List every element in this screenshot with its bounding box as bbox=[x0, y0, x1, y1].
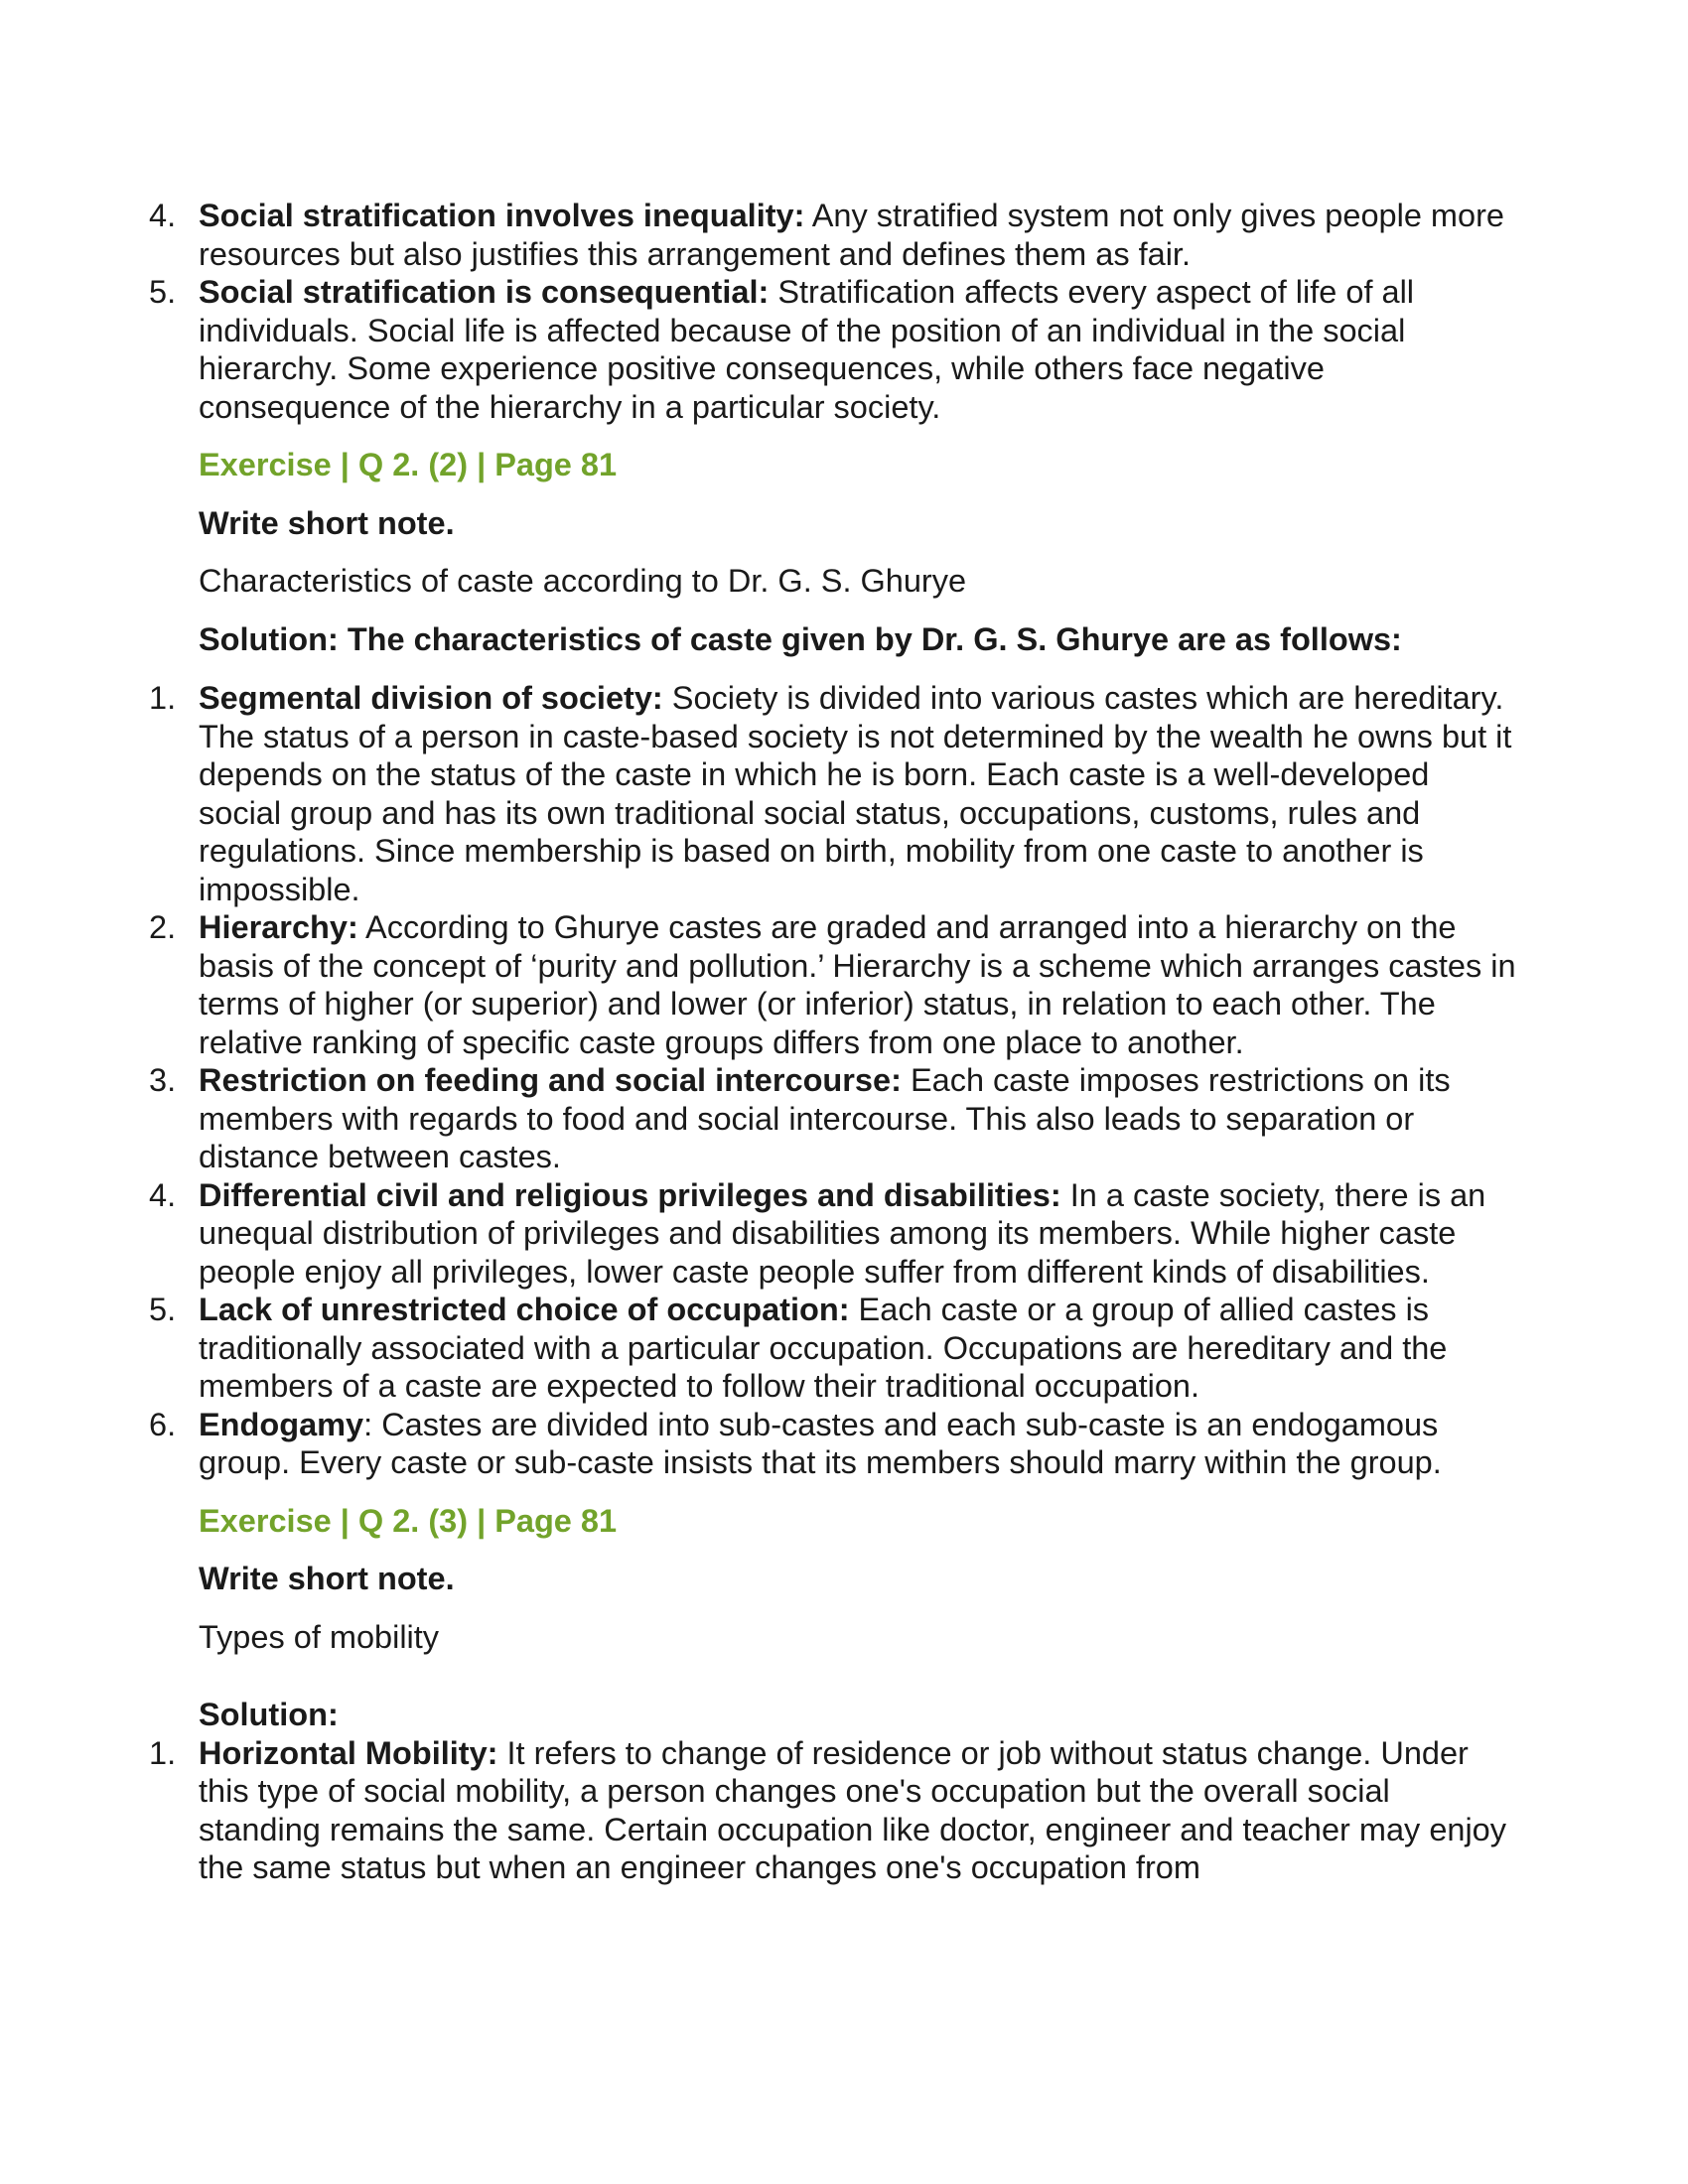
stratification-list bbox=[149, 197, 1519, 426]
list-text: : Castes are divided into sub-castes and each sub-caste is an endogamous group. Every caste or sub-caste insists that its members should marry within the group. bbox=[199, 1406, 1442, 1480]
solution-intro: Solution: The characteristics of caste given by Dr. G. S. Ghurye are as follows: bbox=[199, 620, 1402, 657]
list-text: Any stratified system not only gives people more resources but also justifies this arrangement and defines them as fair. bbox=[199, 198, 1504, 272]
list-number: 2. bbox=[149, 909, 177, 945]
page-content bbox=[149, 197, 1519, 1887]
list-number: 4. bbox=[149, 1176, 177, 1213]
caste-characteristics-list bbox=[149, 679, 1519, 1482]
exercise-heading[interactable]: Exercise | Q 2. (2) | Page 81 bbox=[199, 447, 618, 482]
list-item bbox=[149, 908, 1519, 1061]
list-text: Society is divided into various castes which are hereditary. The status of a person in caste-based society is not determined by the wealth he owns but it depends on the status of the caste in which he is born. Each caste is a well-developed social group and has its own traditional social status, occupations, customs, rules and regulations. Since membership is based on birth, mobility from one caste to another is impossible. bbox=[199, 680, 1512, 907]
list-item bbox=[149, 1291, 1519, 1406]
list-item bbox=[149, 679, 1519, 908]
list-text: It refers to change of residence or job without status change. Under this type of social mobility, a person changes one's occupation but the overall social standing remains the same. Certain occupation like doctor, engineer and teacher may enjoy the same status but when an engineer changes one's occupation from bbox=[199, 1734, 1507, 1885]
list-term: Restriction on feeding and social intercourse: bbox=[199, 1062, 902, 1098]
instruction-text: Write short note. bbox=[199, 504, 455, 541]
list-number: 3. bbox=[149, 1062, 177, 1098]
list-number: 1. bbox=[149, 1734, 177, 1771]
question-text: Characteristics of caste according to Dr. G. S. Ghurye bbox=[199, 563, 967, 599]
list-item bbox=[149, 1176, 1519, 1292]
instruction-text: Write short note. bbox=[199, 1561, 455, 1596]
list-item bbox=[149, 1734, 1519, 1887]
list-number: 1. bbox=[149, 680, 177, 716]
list-term: Differential civil and religious privileges and disabilities: bbox=[199, 1176, 1061, 1213]
list-number: 5. bbox=[149, 274, 177, 310]
solution-label: Solution: bbox=[199, 1697, 339, 1732]
question-text: Types of mobility bbox=[199, 1618, 440, 1655]
list-term: Social stratification is consequential: bbox=[199, 274, 770, 310]
list-item bbox=[149, 1406, 1519, 1482]
list-term: Social stratification involves inequality: bbox=[199, 198, 805, 233]
list-number: 6. bbox=[149, 1406, 177, 1442]
mobility-types-list bbox=[149, 1734, 1519, 1887]
list-term: Segmental division of society: bbox=[199, 680, 663, 716]
list-text: Stratification affects every aspect of life of all individuals. Social life is affected because of the position of an individual in the social hierarchy. Some experience positive consequences, while others face negative consequence of the hierarchy in a particular society. bbox=[199, 274, 1415, 425]
list-term: Endogamy bbox=[199, 1406, 364, 1442]
list-text: According to Ghurye castes are graded and arranged into a hierarchy on the basis of the concept of ‘purity and pollution.’ Hierarchy is a scheme which arranges castes in terms of higher (or superior) and lower (or inferior) status, in relation to each other. The relative ranking of specific caste groups differs from one place to another. bbox=[199, 909, 1516, 1060]
list-item bbox=[149, 1061, 1519, 1176]
list-term: Lack of unrestricted choice of occupation: bbox=[199, 1292, 850, 1327]
list-item bbox=[149, 273, 1519, 426]
list-item bbox=[149, 197, 1519, 273]
list-text: In a caste society, there is an unequal distribution of privileges and disabilities among its members. While higher caste people enjoy all privileges, lower caste people suffer from different kinds of disabilities. bbox=[199, 1176, 1486, 1290]
list-term: Horizontal Mobility: bbox=[199, 1734, 498, 1771]
exercise-heading[interactable]: Exercise | Q 2. (3) | Page 81 bbox=[199, 1502, 618, 1539]
list-number: 4. bbox=[149, 198, 177, 233]
list-number: 5. bbox=[149, 1292, 177, 1327]
list-text: Each caste or a group of allied castes is traditionally associated with a particular occupation. Occupations are hereditary and the members of a caste are expected to follow their traditional occupation. bbox=[199, 1292, 1448, 1404]
list-term: Hierarchy: bbox=[199, 909, 358, 945]
list-text: Each caste imposes restrictions on its members with regards to food and social intercourse. This also leads to separation or distance between castes. bbox=[199, 1062, 1451, 1174]
